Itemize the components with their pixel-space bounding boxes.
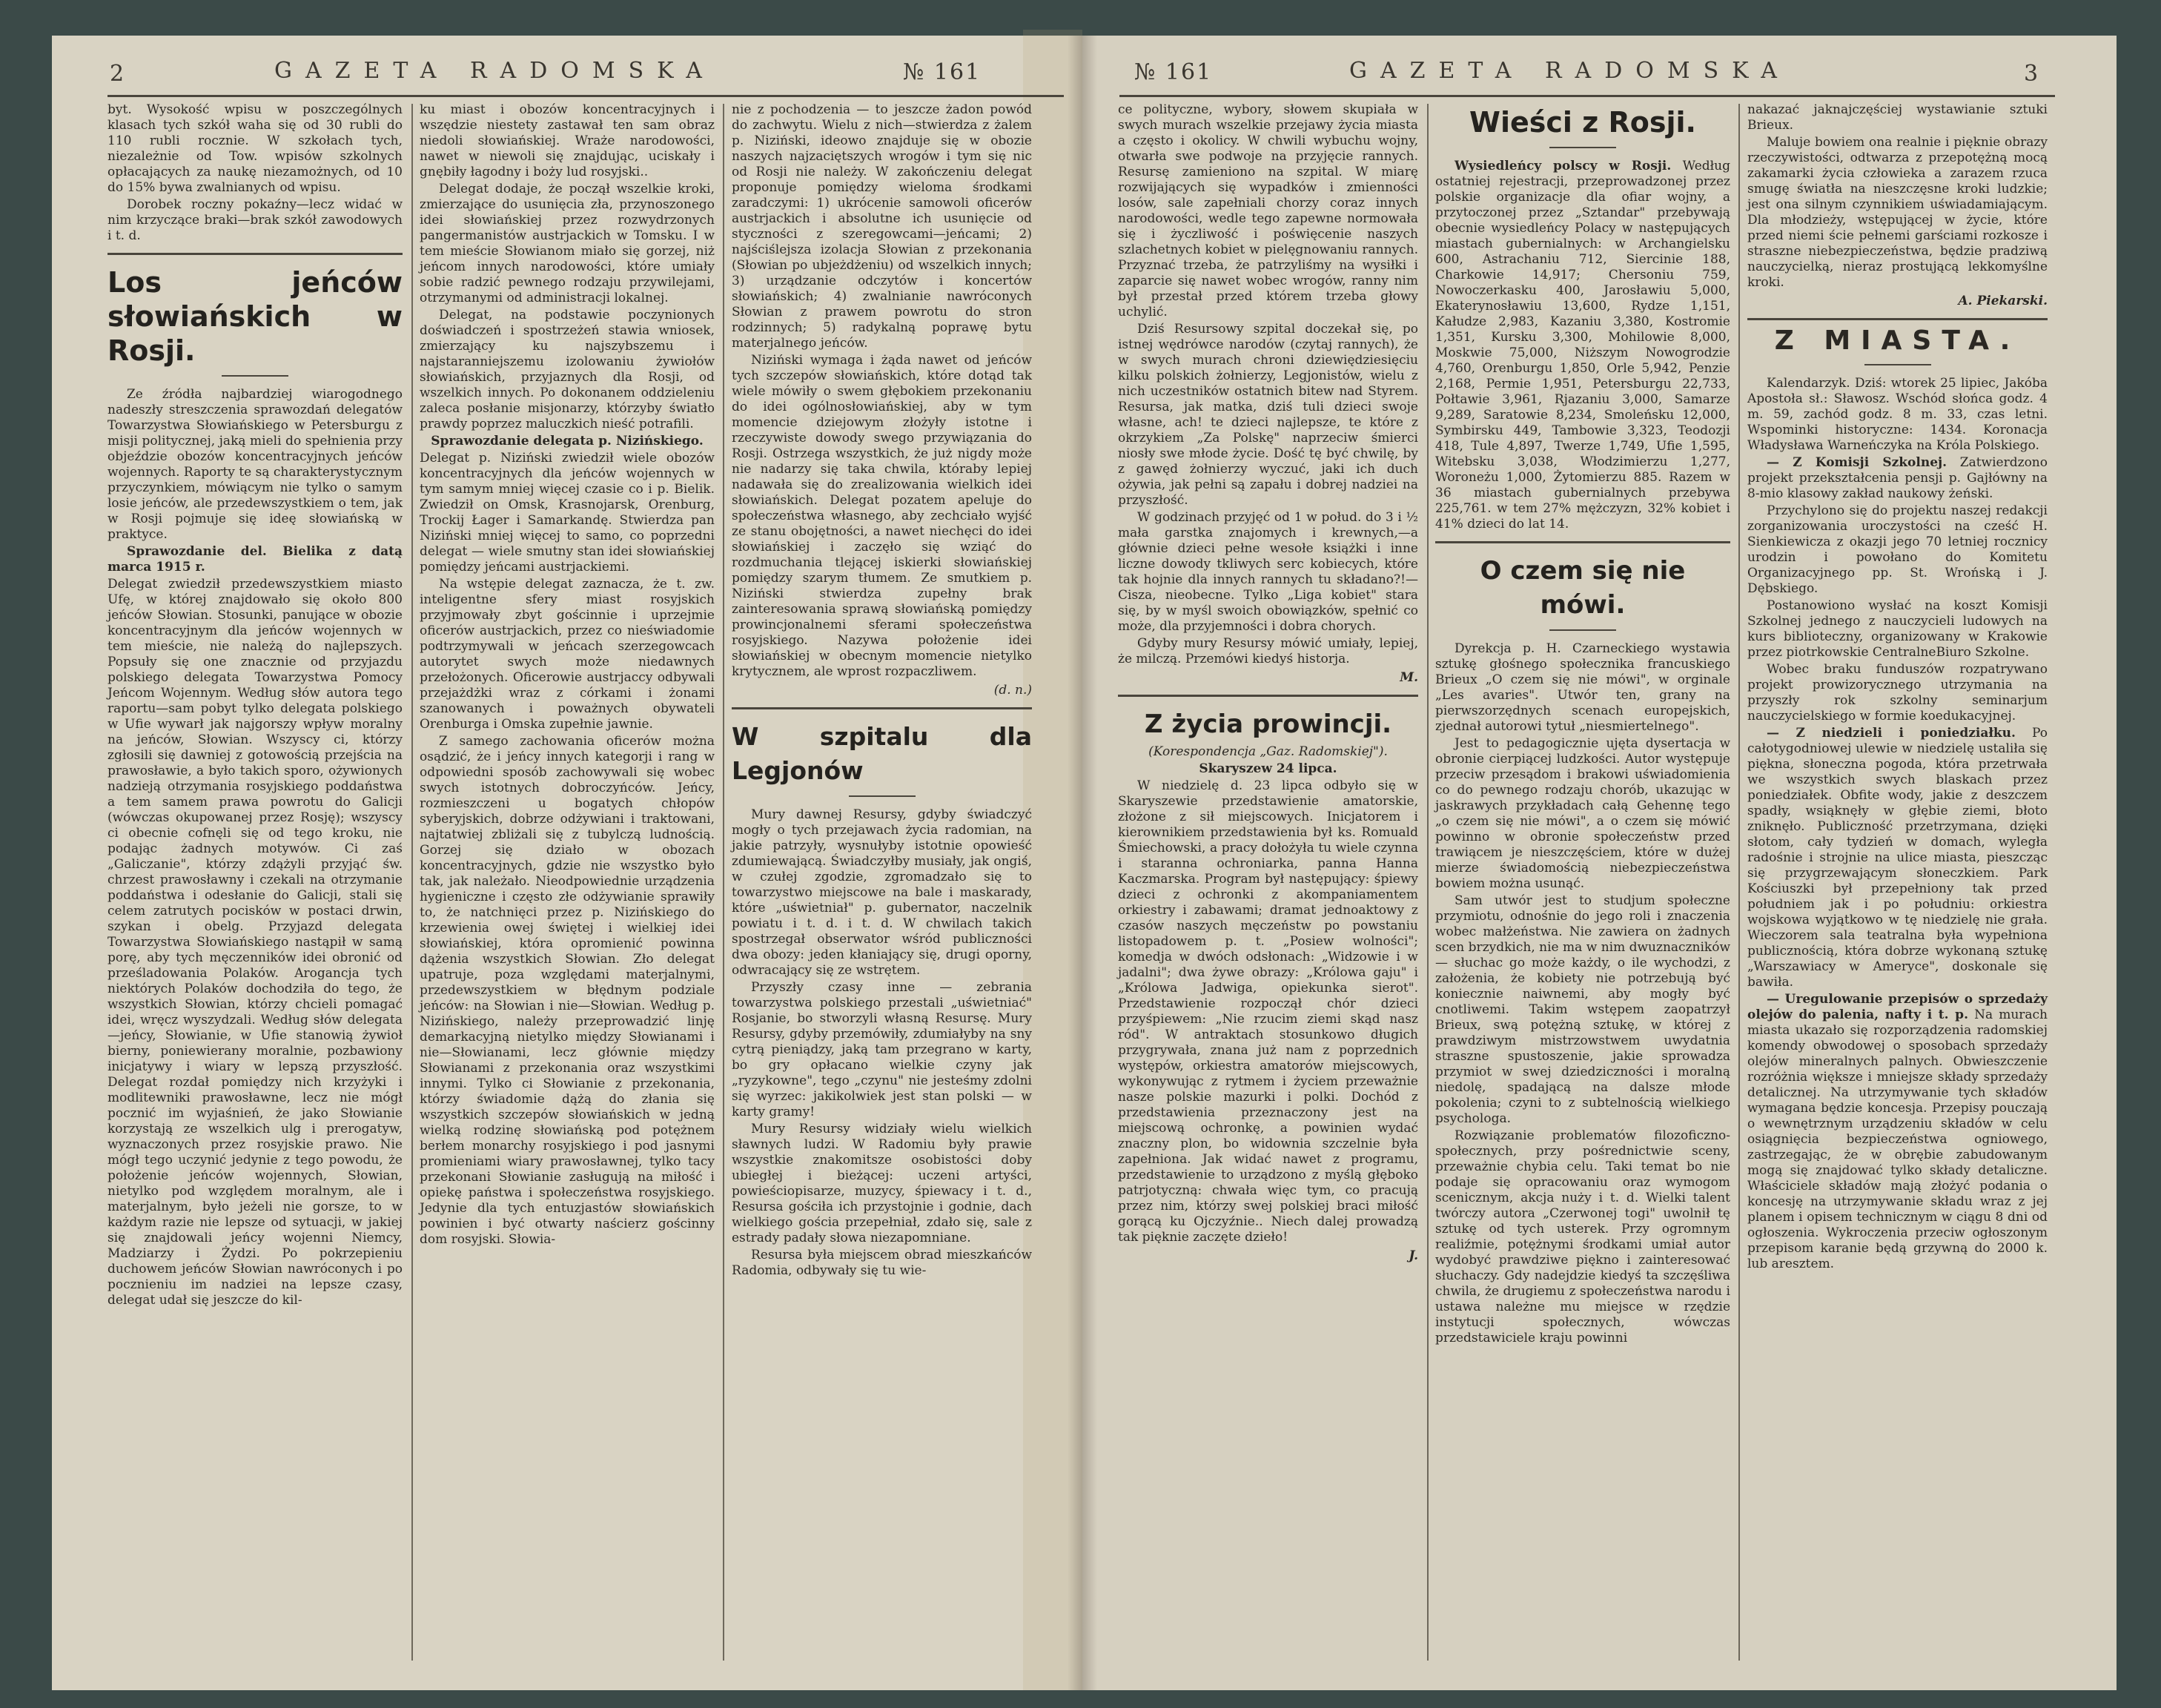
article-column bbox=[1435, 102, 1730, 1348]
paragraph: Delegat zwiedził przedewszystkiem miasto Ufę, w której znajdowało się około 800 jeńców Słowian. Stosunki, panujące w obozie koncentracyjnym dla jeńców wojennych w tem mieście, nie należą do najlepszych. Popsuły się one znacznie od przyjazdu polskiego delegata Towarzystwa Pomocy Jeńcom Wojennym. Według słów autora tego raportu—sam pobyt tylko delegata polskiego w Ufie wywarł jak najgorszy wpływ moralny na jeńców, Słowian. Wszyscy ci, którzy zgłosili się dawniej z gotowością przejścia na prawosławie, a było takich sporo, ożywionych nadzieją otrzymania rosyjskiego poddaństwa a tem samem prawa powrotu do Galicji (wówczas okupowanej przez Rosję); wszyscy ci obecnie cofnęli się od tego kroku, nie podając żadnych motywów. Ci zaś „Galiczanie", którzy zdążyli przyjąć św. chrzest prawosławny i czekali na otrzymanie poddaństwa i odesłanie do Galicji, stali się celem zatrutych pocisków w postaci drwin, szykan i obelg. Przyjazd delegata Towarzystwa Słowiańskiego nastąpił w samą porę, aby tych męczenników idei obronić od prześladowania Polaków. Arogancja tych niektórych Polaków dochodziła do tego, że wszystkich Słowian, którzy chcieli pomagać idei, wręcz wyszydzali. Według słów delegata—jeńcy, Słowianie, w Ufie stanowią żywioł bierny, poniewierany moralnie, pozbawiony inicjatywy i wiary w lepszą przyszłość. Delegat rozdał pomiędzy nich krzyżyki i modlitewniki prawosławne, lecz nie mógł pocznić im wyjaśnień, że jako Słowianie korzystają ze wszelkich ulg i prerogatyw, wyznaczonych przez rosyjskie prawo. Nie mógł tego uczynić jedynie z tego powodu, że położenie jeńców wojennych, Słowian, nietylko pod względem moralnym, ale i materjalnym, było jeżeli nie gorsze, to w każdym razie nie lepsze od sytuacji, w jakiej się znajdowali jeńcy wojenni Niemcy, Madziarzy i Żydzi. Po pokrzepieniu duchowem jeńców Słowian nawróconych i po pocznieniu im nadziei na lepsze czasy, delegat udał się jeszcze do kil- bbox=[107, 577, 403, 1308]
article-column bbox=[107, 102, 403, 1310]
calendar-notice: Kalendarzyk. Dziś: wtorek 25 lipiec, Jakóba Apostoła sł.: Sławosz. Wschód słońca godz. 4 m. 59, zachód godz. 8 m. 33, czas letni. Wspominki historyczne: 1434. Koronacja Władysława Warneńczyka na Króla Polskiego. bbox=[1747, 375, 2048, 453]
divider bbox=[1549, 629, 1616, 631]
paragraph: Po całotygodniowej ulewie w niedzielę ustaliła się piękna, słoneczna pogoda, która przetrwała we wszystkich swych blaskach przez poniedziałek. Obfite wody, jakie z deszczem spadły, wsiąknęły w głębie ziemi, błoto zniknęło. Publiczność przetrzymana, dzięki słotom, cały tydzień w domach, wyległa radośnie i strojnie na ulice miasta, pieszcząc się przygrzewającym słoneczkiem. Park Kościuszki był przepełniony tak przed południem jak i po południu: orkiestra wojskowa wyjątkowo w tę niedzielę nie grała. Wieczorem sala teatralna była wypełniona publicznością, która dobrze wykonaną sztukę „Warszawiacy w Ameryce", doskonale się bawiła. bbox=[1747, 725, 2048, 990]
paragraph: Według ostatniej rejestracji, przeprowadzonej przez polskie organizacje dla ofiar wojny, a przytoczonej przez „Sztandar" przebywają obecnie wysiedleńcy Polacy w następujących miastach gubernialnych: w Archangielsku 600, Astrachaniu 712, Siercinie 188, Charkowie 14,917; Chersoniu 759, Nowoczerkasku 400, Jarosławiu 5,000, Ekaterynosławiu 13,600, Rydze 1,151, Kałudze 2,983, Kazaniu 3,380, Kostromie 1,351, Kursku 3,300, Mohilowie 8,000, Moskwie 75,000, Niższym Nowogrodzie 4,760, Orenburgu 1,850, Orle 5,942, Penzie 2,168, Permie 1,951, Petersburgu 22,733, Połtawie 3,961, Rjazaniu 3,000, Samarze 9,289, Saratowie 8,234, Smoleńsku 12,000, Symbirsku 449, Tambowie 3,323, Teodozji 418, Tule 4,897, Twerze 1,749, Ufie 1,595, Witebsku 3,038, Włodzimierzu 1,277, Woroneżu 1,000, Żytomierzu 885. Razem w 36 miastach gubernialnych przebywa 225,761. w tem 27% mężczyzn, 32% kobiet i 41% dzieci do lat 14. bbox=[1435, 159, 1730, 532]
subheading: Sprawozdanie del. Bielika z datą marca 1915 r. bbox=[107, 544, 403, 575]
dateline: Skaryszew 24 lipca. bbox=[1199, 761, 1337, 776]
paragraph: Jest to pedagogicznie ujęta dysertacja w obronie cierpiącej ludzkości. Autor występuje przeciw przesądom i brakowi uświadomienia co do pewnego rodzaju chorób, ukazując w jaskrawych przykładach całą Gehennę tego „o czem się nie mówi", a o czem się mówić powinno w obronie społeczeństw przed trawiącem je nieszczęściem, które w dużej mierze świadomością niebezpieczeństwa bowiem można usunąć. bbox=[1435, 736, 1730, 891]
paragraph: Gdyby mury Resursy mówić umiały, lepiej, że milczą. Przemówi kiedyś historja. bbox=[1118, 636, 1418, 666]
divider bbox=[222, 375, 288, 377]
article-headline: O czem się nie mówi. bbox=[1480, 556, 1686, 620]
paragraph: Delegat p. Niziński zwiedził wiele obozów koncentracyjnych dla jeńców wojennych w tym samym mniej więcej czasie co i p. Bielik. Zwiedził on Omsk, Krasnojarsk, Orenburg, Trockij Łager i Samarkandę. Stwierdza pan Niziński mniej więcej to samo, co poprzedni delegat — wiele smutny stan idei słowiańskiej pomiędzy jeńcami austrjackiemi. bbox=[420, 451, 715, 575]
masthead: GAZETA RADOMSKA bbox=[1349, 58, 1790, 84]
paragraph: Sam utwór jest to studjum społeczne przymiotu, odnośnie do jego roli i znaczenia wobec małżeństwa. Nie zawiera on żadnych scen brzydkich, nie ma w nim dwuznaczników — słuchac go może każdy, o ile wychodzi, z założenia, że kobiety nie potrzebują być koniecznie naiwnemi, aby mogły być cnotliwemi. Takim wstępem zaopatrzył Brieux, swą potężną sztukę, w której z prawdziwym mistrzowstwem uwydatnia straszne spustoszenie, jakie sprowadza przymiot w swej dziedziczności i moralną niedolę, spadającą na dalsze młode pokolenia; czyni to z subtelnością wielkiego psychologa. bbox=[1435, 893, 1730, 1126]
article-headline: Wieści z Rosji. bbox=[1469, 106, 1696, 139]
paragraph: nie z pochodzenia — to jeszcze żadon powód do zachwytu. Wielu z nich—stwierdza z żalem p. Niziński, ideowo znajduje się w obozie naszych najzaciętszych wrogów i tym się nic od Rosji nie należy. W zakończeniu delegat proponuje pomiędzy wieloma środkami zaradczymi: 1) ukrócenie samowoli oficerów austrjackich i absolutne ich usunięcie od styczności z szeregowcami—jeńcami; 2) najściślejsza izolacja Słowian z przekonania (Słowian po ubjeżdżeniu) od wszelkich innych; 3) urządzanie odczytów i koncertów słowiańskich; 4) zwalnianie nawróconych Słowian z prawem powrotu do stron rodzinnych; 5) radykalną poprawę bytu materjalnego jeńców. bbox=[732, 102, 1032, 351]
divider bbox=[107, 253, 403, 255]
paragraph: Resursa była miejscem obrad mieszkańców Radomia, odbywały się tu wie- bbox=[732, 1248, 1032, 1278]
paragraph: Dyrekcja p. H. Czarneckiego wystawia sztukę głośnego społecznika francuskiego Brieux „O czem się nie mówi", w orginale „Les avaries". Utwór ten, grany na pierwszorzędnych scenach europejskich, zjednał autorowi tytuł „niesmiertelnego". bbox=[1435, 641, 1730, 734]
paragraph: Maluje bowiem ona realnie i pięknie obrazy rzeczywistości, odtwarza z przepotężną mocą zakamarki życia człowieka a zarazem rzuca smugę światła na nieszczęsne kroki ludzkie; jest ona silnym czynnikiem uświadamiającym. Dla młodzieży, wstępującej w życie, które przed niemi ście pełnemi garściami rozkosze i straszne niebezpieczeństwa, będzie pradziwą nauczycielką, nieraz prostującą lekkomyślne kroki. bbox=[1747, 135, 2048, 290]
lead-in: — Z niedzieli i poniedziałku. bbox=[1767, 725, 2016, 741]
column-rule bbox=[411, 104, 413, 1661]
divider bbox=[1118, 695, 1418, 697]
paragraph: W godzinach przyjęć od 1 w połud. do 3 i ½ mała garstka znajomych i krewnych,—a głównie dzieci pełne wesołe książki i inne liczne dowody tkliwych serc kobiecych, które tak hojnie dla innych rannych tu składano?!—Cisza, nieobecne. Tylko „Liga kobiet" stara się, by w myśl swoich obowiązków, spełnić co może, dla przyjemności i dobra chorych. bbox=[1118, 510, 1418, 634]
article-headline: Los jeńców słowiańskich w Rosji. bbox=[107, 266, 403, 367]
paragraph: Mury Resursy widziały wielu wielkich sławnych ludzi. W Radomiu były prawie wszystkie znakomitsze osobistości doby ubiegłej i bieżącej: uczeni artyści, powieściopisarze, muzycy, śpiewacy i t. d., Resursa gościła ich przystojnie i godnie, dach wielkiego gościa przepełniał, zdało się, sale z estrady padały słowa niezapomniane. bbox=[732, 1122, 1032, 1245]
article-column bbox=[1747, 102, 2048, 1274]
subheading: Sprawozdanie delegata p. Nizińskiego. bbox=[431, 434, 704, 448]
paragraph: Delegat dodaje, że począł wszelkie kroki, zmierzające do usunięcia zła, przynoszonego idei słowiańskiej przez rozwydrzonych pangermanistów austrjackich w Tomsku. I w tem mieście Słowianom miało się gorzej, niż jeńcom innych narodowości, które umiały sobie radzić pewnego rodzaju przywilejami, otrzymanymi od administracji lokalnej. bbox=[420, 182, 715, 305]
masthead: GAZETA RADOMSKA bbox=[274, 58, 715, 84]
section-title: Z MIASTA. bbox=[1774, 325, 2021, 356]
article-column bbox=[420, 102, 715, 1249]
page-number: 3 bbox=[2024, 61, 2039, 87]
paragraph: Przychylono się do projektu naszej redakcji zorganizowania uroczystości na cześć H. Sienkiewicza z okazji jego 70 letniej rocznicy urodzin i powołano do Komitetu Organizacyjnego pp. St. Wrońską i J. Dębskiego. bbox=[1747, 503, 2048, 596]
signature: M. bbox=[1400, 670, 1418, 685]
paragraph: Rozwiązanie problematów filozoficzno-społecznych, przy pośrednictwie sceny, przeważnie chybia celu. Taki temat bo nie podaje się opracowaniu oraz wymogom scenicznym, akcja nuży i t. d. Wielki talent twórczy autora „Czerwonej togi" uwolnił tę sztukę od tych usterek. Przy ogromnym realiźmie, potężnymi środkami umiał autor wydobyć prawdziwe piękno i zainteresować słuchaczy. Gdy nadejdzie kiedyś ta szczęśliwa chwila, że drugiemu z społeczeństwa narodu i ustawa należne mu miejsce w rzędzie instytucji społecznych, wówczas przedstawiciele kraju powinni bbox=[1435, 1128, 1730, 1345]
paragraph: Z samego zachowania oficerów można osądzić, że i jeńcy innych kategorji i rang w odpowiedni sposób zachowywali się wobec swych istotnych dobroczyńców. Jeńcy, rozmieszczeni u bogatych chłopów syberyjskich, dobrze odżywiani i traktowani, najtatwiej zbliżali się z tubylczą ludnością. Gorzej się działo w obozach koncentracyjnych, gdzie nie wszystko było tak, jak należało. Nieodpowiednie urządzenia hygieniczne i często złe odżywianie sprawiły to, że natchnięci przez p. Nizińskiego do krzewienia owej świętej i wielkiej idei słowiańskiej, która opromienić powinna dążenia wszystkich Słowian. Zło delegat upatruje, poza względami materjalnymi, przedewszystkiem w błędnym podziale jeńców: na Słowian i nie—Słowian. Według p. Nizińskiego, należy przeprowadzić linję demarkacyjną nietylko między Słowianami i nie—Słowianami, lecz głównie między Słowianami z przekonania oraz wszystkimi innymi. Tylko ci Słowianie z przekonania, którzy świadomie dążą do złania się wszystkich szczepów słowiańskich w jedną wielką rodzinę słowiańską pod potężnem berłem monarchy rosyjskiego i pod jasnymi promieniami wiary prawosławnej, tylko tacy przekonani Słowianie zasługują na miłość i opiekę państwa i społeczeństwa rosyjskiego. Jedynie dla tych entuzjastów słowiańskich powinien i być otwarty naścierz gościnny dom rosyjski. Słowia- bbox=[420, 734, 715, 1247]
paragraph: Przyszły czasy inne — zebrania towarzystwa polskiego przestali „uświetniać" Rosjanie, bo stworzyli własną Resursę. Mury Resursy, gdyby przemówiły, zdumiałyby na sny cytrą pieniądzy, jaką tam przegrano w karty, bo gry opłacano wielkie czyny jak „ryzykowne", tego „czynu" nie jesteśmy zdolni się wyrzec: jakikolwiek jest stan polski — w karty gramy! bbox=[732, 980, 1032, 1119]
paragraph: Dziś Resursowy szpital doczekał się, po istnej wędrówce narodów (czytaj rannych), że w swych murach chroni dziewiędziesięciu kilku polskich żołnierzy, Legjonistów, wielu z nich uczestników ostatnich bitew nad Styrem. Resursa, jak matka, dziś tuli dzieci swoje własne, ach! te dzieci najlepsze, te które z okrzykiem „Za Polskę" naprzeciw śmierci niosły swe młode życie. Dość tę być chwilę, by z gawęd żołnierzy wyczuć, jaki ich duch ożywia, jak pełni są zapału i dobrej nadziei na przyszłość. bbox=[1118, 322, 1418, 508]
lead-in: — Z Komisji Szkolnej. bbox=[1767, 454, 1947, 470]
signature: J. bbox=[1409, 1248, 1418, 1263]
article-subheadline: (Korespondencja „Gaz. Radomskiej"). bbox=[1148, 744, 1388, 759]
header-rule bbox=[107, 95, 1064, 97]
divider bbox=[732, 707, 1032, 709]
article-headline: W szpitalu dla Legjonów bbox=[732, 722, 1032, 785]
lead-in: — Uregulowanie przepisów o sprzedaży olejów do palenia, nafty i t. p. bbox=[1747, 991, 2048, 1022]
column-rule bbox=[723, 104, 724, 1661]
signature: A. Piekarski. bbox=[1958, 294, 2048, 308]
paragraph: Dorobek roczny pokaźny—lecz widać w nim krzyczące braki—brak szkół zawodowych i t. d. bbox=[107, 197, 403, 243]
divider bbox=[849, 795, 916, 797]
page-number: 2 bbox=[110, 61, 125, 87]
paragraph: Postanowiono wysłać na koszt Komisji Szkolnej jednego z nauczycieli ludowych na kurs biblioteczny, organizowany w Krakowie przez piotrkowskie CentralneBiuro Szkolne. bbox=[1747, 598, 2048, 660]
paragraph: Zatwierdzono projekt przekształcenia pensji p. Gajłówny na 8-mio klasowy zakład naukowy żeński. bbox=[1747, 454, 2048, 501]
lead-in: Wysiedleńcy polscy w Rosji. bbox=[1455, 159, 1672, 173]
article-column bbox=[1118, 102, 1418, 1264]
paragraph: ku miast i obozów koncentracyjnych i wszędzie niestety zastawał ten sam obraz niedoli słowiańskiej. Wraże narodowości, nawet w niewoli się znajdując, uciskały i gnębiły łagodny i boży lud rosyjski.. bbox=[420, 102, 715, 179]
divider bbox=[1549, 147, 1616, 148]
signature: (d. n.) bbox=[993, 683, 1032, 698]
paragraph: Na wstępie delegat zaznacza, że t. zw. inteligentne sfery miast rosyjskich przyjmowały zbyt gościnnie i uprzejmie oficerów austrjackich, przez co nieświadomie podtrzymywali w jeńcach szerzegowcach autorytet swych może niedawnych przełożonych. Oficerowie austrjaccy odbywali przejażdżki wraz z córkami i żonami szanowanych i poważnych obywateli Orenburga i Omska zupełnie jawnie. bbox=[420, 577, 715, 732]
divider bbox=[1747, 318, 2048, 320]
paragraph: nakazać jaknajczęściej wystawianie sztuki Brieux. bbox=[1747, 102, 2048, 133]
binding-shadow bbox=[1023, 30, 1082, 1690]
paragraph: ce polityczne, wybory, słowem skupiała w swych murach wszelkie przejawy życia miasta a często i okolicy. W chwili wybuchu wojny, otwarła swe podwoje na przyjęcie rannych. Resursę zamieniono na szpital. W miarę rozwijających się wypadków i zmienności losów, sale zapełniali chorzy coraz innych narodowości, wedle tego zapewne normowała się i życzliwość i poświęcenie naszych szlachetnych kobiet w pielęgnowaniu rannych. Przyznać trzeba, że patrzyliśmy na wysiłki i zaparcie się nawet wobec wrogów, ranny nim był przestał przed którem trzeba głowy uchylić. bbox=[1118, 102, 1418, 320]
paragraph: Mury dawnej Resursy, gdyby świadczyć mogły o tych przejawach życia radomian, na jakie patrzyły, wysnułyby istotnie opowieść zdumiewającą. Świadczyłby musiały, jak ongiś, w czułej zgodzie, zgromadzało się to towarzystwo miejscowe na bale i maskarady, które „uświetniał" p. gubernator, naczelnik powiatu i t. d. i t. d. W chwilach takich spostrzegał obserwator wśród publiczności dwa obozy: jeden kłaniający się, drugi oporny, odwracający się ze wstrętem. bbox=[732, 807, 1032, 978]
column-rule bbox=[1427, 104, 1429, 1661]
paragraph: W niedzielę d. 23 lipca odbyło się w Skaryszewie przedstawienie amatorskie, złożone z sił miejscowych. Inicjatorem i kierownikiem przedstawienia był ks. Romuald Śmiechowski, a pracy dołożyła tu wiele czynna i staranna ochroniarka, panna Hanna Kaczmarska. Program był następujący: śpiewy dzieci z ochronki z akompaniamentem orkiestry i zabawami; dramat jednoaktowy z czasów naszych męczeństw po powstaniu listopadowem p. t. „Posiew wolności"; komedja w dwóch odsłonach: „Widzowie i w jadalni"; dwa żywe obrazy: „Królowa gaju" i „Królowa Jadwiga, opiekunka sierot". Przedstawienie rozpoczął chór dzieci przyśpiewem: „Nie rzucim ziemi skąd nasz ród". W antraktach stosunkowo długich przygrywała, znana już nam z poprzednich występów, orkiestra amatorów miejscowych, wykonywując z rytmem i życiem przeważnie nasze polskie mazurki i polki. Dochód z przedstawienia przeznaczony jest na miejscową ochronkę, a powinien wydać znaczny plon, bo widownia szczelnie była zapełniona. Jak widać nawet z programu, przedstawienie to urządzono z myślą głęboko patrjotyczną: chwała więc tym, co pracują przez nim, którzy swej polskiej braci miłość gorącą ku Ojczyźnie.. Niech dalej prowadzą tak pięknie zaczęte dzieło! bbox=[1118, 778, 1418, 1245]
header-rule bbox=[1119, 95, 2055, 97]
paragraph: Wobec braku funduszów rozpatrywano projekt prowizorycznego utrzymania na przyszły rok szkolny seminarjum nauczycielskiego w formie koedukacyjnej. bbox=[1747, 661, 2048, 724]
issue-number: № 161 bbox=[903, 59, 982, 85]
paragraph: byt. Wysokość wpisu w poszczególnych klasach tych szkół waha się od 30 rubli do 110 rubli rocznie. W szkołach tych, niezależnie od Tow. wpisów szkolnych opłacających za naukę niezamożnych, od 10 do 15% bywa zwalnianych od wpisu. bbox=[107, 102, 403, 195]
paragraph: Ze źródła najbardziej wiarogodnego nadeszły streszczenia sprawozdań delegatów Towarzystwa Słowiańskiego w Petersburgu z misji politycznej, jaką mieli do spełnienia przy objeździe obozów koncentracyjnych jeńców wojennych. Raporty te są charakterystycznym przyczynkiem, mówiącym nie tylko o samym losie jeńców, ale przedewszystkiem o tem, jak w Rosji pojmuje się ideę słowiańską w praktyce. bbox=[107, 387, 403, 542]
divider bbox=[1435, 541, 1730, 543]
column-rule bbox=[1738, 104, 1740, 1661]
divider bbox=[1864, 364, 1931, 365]
paragraph: Niziński wymaga i żąda nawet od jeńców tych szczepów słowiańskich, które dotąd tak wiele mówiły o swem głębokiem przekonaniu do idei ogólnosłowiańskiej, aby w tym momencie dziejowym złożyły istotne i rzeczywiste dowody swego przywiązania do Rosji. Ostrzega wszystkich, że już nigdy może nie nadarzy się taka chwila, któraby lepiej nadawała się do zrealizowania wielkich idei słowiańskich. Delegat pozatem apeluje do społeczeństwa własnego, aby zechciało wyjść ze stanu obojętności, a nawet niechęci do idei słowiańskiej i zaczęło się wziąć do rozdmuchania tlejącej iskierki słowiańskiej pomiędzy szarym tłumem. Ze smutkiem p. Niziński stwierdza zupełny brak zainteresowania sprawą słowiańską pomiędzy prowincjonalnemi sferami społeczeństwa rosyjskiego. Nazywa położenie idei słowiańskiej w obecnym momencie nietylko krytycznem, ale wprost rozpaczliwem. bbox=[732, 353, 1032, 679]
paragraph: Na murach miasta ukazało się rozporządzenia radomskiej komendy obwodowej o sposobach sprzedaży olejów mineralnych palnych. Obwieszczenie rozróżnia większe i mniejsze składy sprzedaży detalicznej. Na utrzymywanie tych składów wymagana będzie koncesja. Przepisy pouczają o wewnętrznym urządzeniu składów w celu osiągnięcia bezpieczeństwa ogniowego, zastrzegając, że w obrębie zabudowanym mogą się znajdować tylko składy detaliczne. Właściciele składów mają złożyć podania o koncesję na utrzymywanie składu wraz z jej planem i opisem technicznym w ciągu 8 dni od ogłoszenia. Wykroczenia przeciw ogłoszonym przepisom karanie będą grzywną do 2000 k. lub aresztem. bbox=[1747, 1007, 2048, 1271]
paragraph: Delegat, na podstawie poczynionych doświadczeń i spostrzeżeń stawia wniosek, zmierzający ku najszybszemu i najstaranniejszemu izolowaniu żywiołów słowiańskich, przyjaznych dla Rosji, od wszelkich innych. Po dokonanem oddzieleniu zaleca posłanie misjonarzy, którzyby światło prawdy poprzez maluczkich nieść potrafili. bbox=[420, 308, 715, 431]
article-headline: Z życia prowincji. bbox=[1144, 709, 1392, 739]
article-column bbox=[732, 102, 1032, 1280]
issue-number: № 161 bbox=[1134, 59, 1213, 85]
